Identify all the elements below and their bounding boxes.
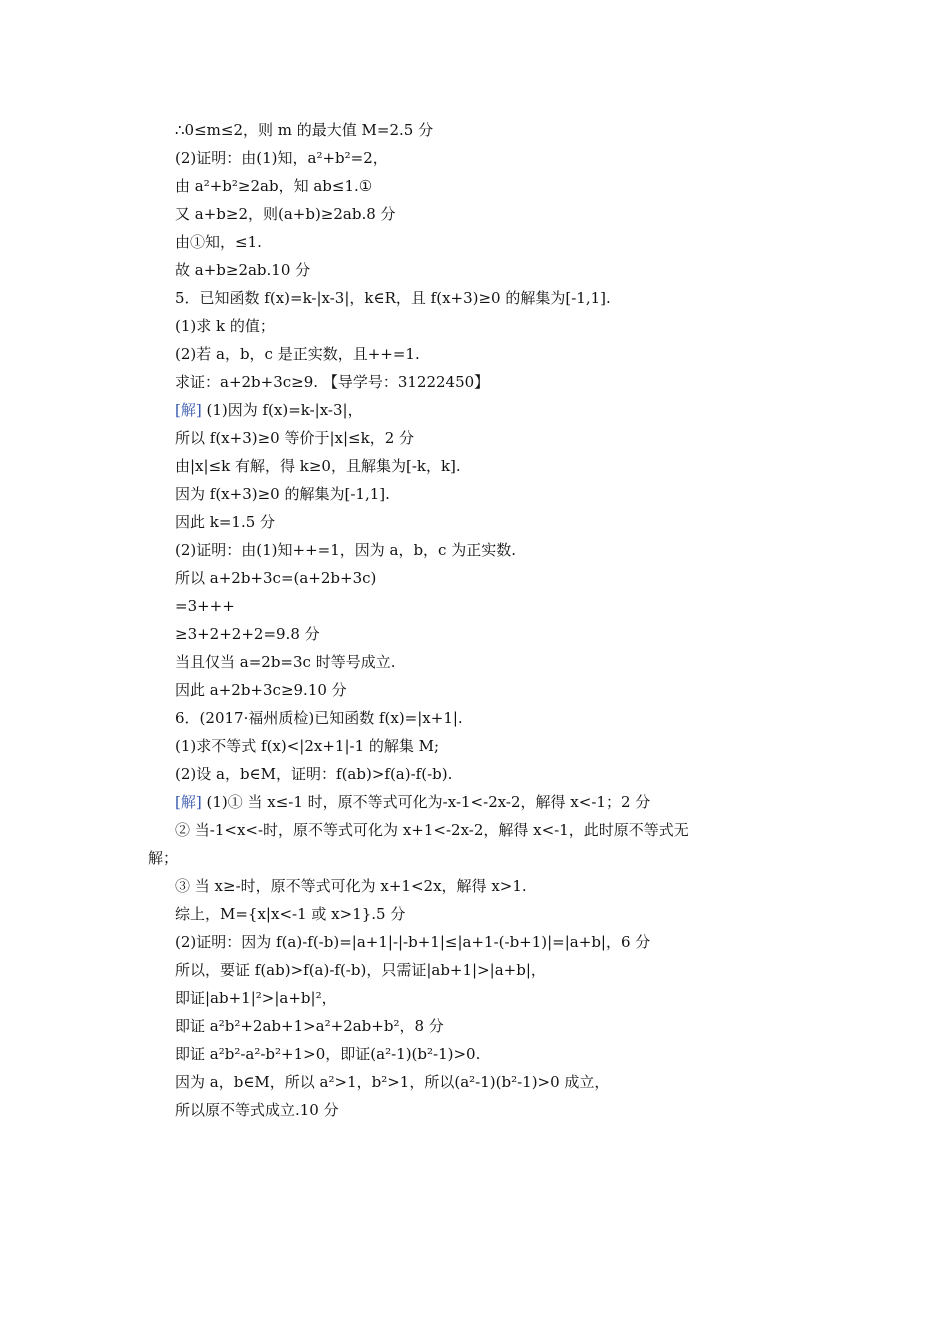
- line-text: 解；: [148, 849, 179, 867]
- line-text: (1)因为 f(x)=k-|x-3|，: [201, 401, 363, 419]
- text-line: [148, 116, 828, 144]
- line-text: 所以，要证 f(ab)>f(a)-f(-b)，只需证|ab+1|>|a+b|，: [175, 961, 546, 979]
- line-text: 由 a²+b²≥2ab，知 ab≤1.①: [175, 177, 373, 195]
- text-line: [148, 592, 828, 620]
- line-text: ② 当-1<x<-时，原不等式可化为 x+1<-2x-2，解得 x<-1，此时原不等式无: [175, 821, 689, 839]
- line-text: (1)① 当 x≤-1 时，原不等式可化为-x-1<-2x-2，解得 x<-1；2 分: [201, 793, 651, 811]
- text-line: [148, 704, 828, 732]
- line-text: (2)设 a，b∈M，证明：f(ab)>f(a)-f(-b).: [175, 765, 453, 783]
- text-line: [148, 284, 828, 312]
- line-text: 6．(2017·福州质检)已知函数 f(x)=|x+1|.: [175, 709, 463, 727]
- line-text: 又 a+b≥2，则(a+b)≥2ab.8 分: [175, 205, 396, 223]
- line-text: 因此 k=1.5 分: [175, 513, 276, 531]
- text-line: [148, 760, 828, 788]
- text-line: [148, 564, 828, 592]
- text-line: [148, 872, 828, 900]
- text-line: [148, 788, 828, 816]
- line-text: (2)若 a，b，c 是正实数，且++=1.: [175, 345, 420, 363]
- text-line: [148, 648, 828, 676]
- text-line: [148, 1096, 828, 1124]
- line-text: ③ 当 x≥-时，原不等式可化为 x+1<2x，解得 x>1.: [175, 877, 527, 895]
- line-text: ∴0≤m≤2，则 m 的最大值 M=2.5 分: [175, 121, 434, 139]
- line-text: 故 a+b≥2ab.10 分: [175, 261, 311, 279]
- line-text: 所以 a+2b+3c=(a+2b+3c): [175, 569, 377, 587]
- text-line: [148, 536, 828, 564]
- text-line: [148, 956, 828, 984]
- text-line: [148, 928, 828, 956]
- line-text: 当且仅当 a=2b=3c 时等号成立.: [175, 653, 396, 671]
- text-line: [148, 396, 828, 424]
- text-line: [148, 844, 828, 872]
- line-text: 即证 a²b²-a²-b²+1>0，即证(a²-1)(b²-1)>0.: [175, 1045, 481, 1063]
- solution-tag: [解]: [175, 793, 202, 811]
- line-text: 由|x|≤k 有解，得 k≥0，且解集为[-k，k].: [175, 457, 461, 475]
- text-line: [148, 816, 828, 844]
- text-line: [148, 228, 828, 256]
- text-line: [148, 312, 828, 340]
- line-text: 即证|ab+1|²>|a+b|²，: [175, 989, 337, 1007]
- line-text: 即证 a²b²+2ab+1>a²+2ab+b²，8 分: [175, 1017, 444, 1035]
- line-text: ≥3+2+2+2=9.8 分: [175, 625, 320, 643]
- line-text: 因为 a，b∈M，所以 a²>1，b²>1，所以(a²-1)(b²-1)>0 成立，: [175, 1073, 610, 1091]
- text-line: [148, 172, 828, 200]
- line-text: 所以原不等式成立.10 分: [175, 1101, 339, 1119]
- line-text: 5．已知函数 f(x)=k-|x-3|，k∈R，且 f(x+3)≥0 的解集为[-1,1].: [175, 289, 611, 307]
- text-line: [148, 200, 828, 228]
- text-line: [148, 424, 828, 452]
- line-text: 所以 f(x+3)≥0 等价于|x|≤k，2 分: [175, 429, 415, 447]
- text-line: [148, 1012, 828, 1040]
- line-text: (2)证明：由(1)知++=1，因为 a，b，c 为正实数.: [175, 541, 516, 559]
- text-line: [148, 620, 828, 648]
- text-line: [148, 676, 828, 704]
- line-text: (2)证明：因为 f(a)-f(-b)=|a+1|-|-b+1|≤|a+1-(-b+1)|=|a+b|，6 分: [175, 933, 651, 951]
- line-text: 因为 f(x+3)≥0 的解集为[-1,1].: [175, 485, 390, 503]
- text-line: [148, 1068, 828, 1096]
- text-line: [148, 144, 828, 172]
- line-text: 由①知，≤1.: [175, 233, 262, 251]
- text-line: [148, 732, 828, 760]
- text-line: [148, 340, 828, 368]
- solution-tag: [解]: [175, 401, 202, 419]
- line-text: 综上，M={x|x<-1 或 x>1}.5 分: [175, 905, 406, 923]
- line-text: 因此 a+2b+3c≥9.10 分: [175, 681, 347, 699]
- line-text: (1)求不等式 f(x)<|2x+1|-1 的解集 M;: [175, 737, 440, 755]
- text-line: [148, 900, 828, 928]
- line-text: (1)求 k 的值；: [175, 317, 275, 335]
- line-text: (2)证明：由(1)知，a²+b²=2，: [175, 149, 388, 167]
- text-line: [148, 480, 828, 508]
- text-line: [148, 1040, 828, 1068]
- text-line: [148, 256, 828, 284]
- text-line: [148, 452, 828, 480]
- text-line: [148, 368, 828, 396]
- solution-text: [148, 116, 828, 1124]
- line-text: 求证：a+2b+3c≥9. 【导学号：31222450】: [175, 373, 490, 391]
- text-line: [148, 984, 828, 1012]
- line-text: =3+++: [175, 597, 235, 615]
- text-line: [148, 508, 828, 536]
